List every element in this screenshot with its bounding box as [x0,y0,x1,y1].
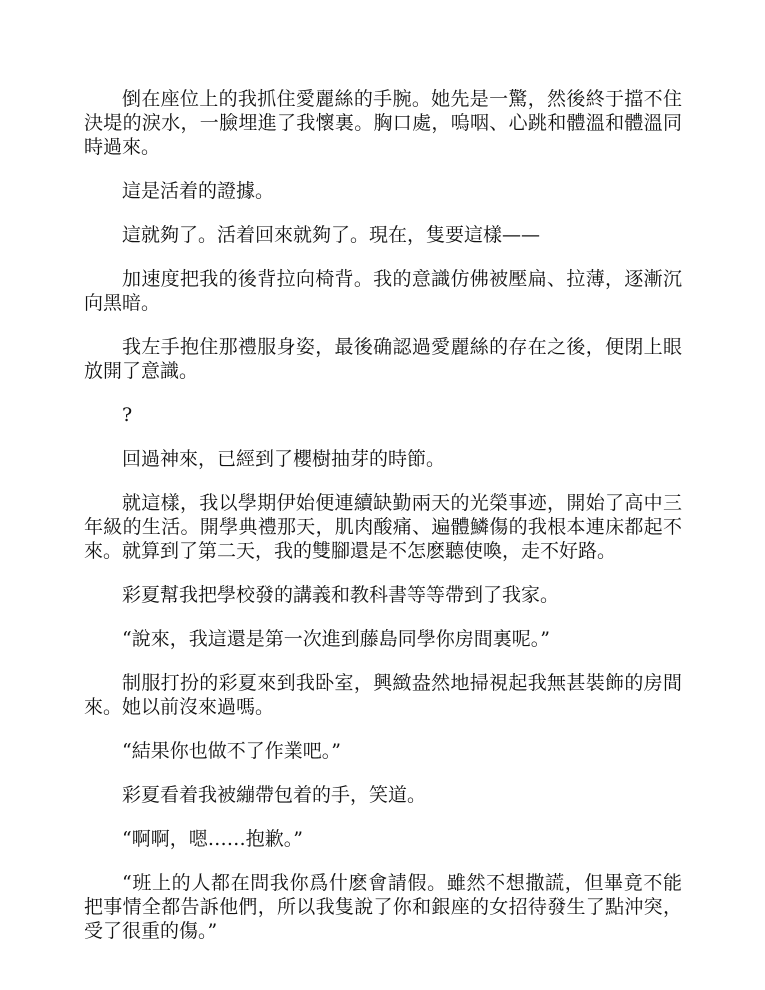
paragraph: 回過神來，已經到了櫻樹抽芽的時節。 [122,448,446,470]
paragraph: 就這樣，我以學期伊始便連續缺勤兩天的光榮事迹，開始了高中三年級的生活。開學典禮那天，肌肉酸痛、遍體鱗傷的我根本連床都起不來。就算到了第二天，我的雙腳還是不怎麽聽使喚，走不好路。 [84,492,682,562]
paragraph: 彩夏看着我被繃帶包着的手，笑道。 [122,784,427,806]
document-page [84,87,682,963]
paragraph: 加速度把我的後背拉向椅背。我的意識仿佛被壓扁、拉薄，逐漸沉向黑暗。 [84,268,682,314]
dialogue-paragraph: “結果你也做不了作業吧。” [122,740,341,762]
paragraph: 倒在座位上的我抓住愛麗絲的手腕。她先是一驚，然後終于擋不住決堤的淚水，一臉埋進了我懷裏。胸口處，嗚咽、心跳和體溫和體溫同時過來。 [84,88,682,158]
paragraph: 彩夏幫我把學校發的講義和教科書等等帶到了我家。 [122,584,560,606]
paragraph: 這就夠了。活着回來就夠了。現在，隻要這樣—— [122,224,541,246]
dialogue-paragraph: “啊啊，嗯……抱歉。” [122,828,303,850]
paragraph: 制服打扮的彩夏來到我卧室，興緻盎然地掃視起我無甚裝飾的房間來。她以前沒來過嗎。 [84,672,682,718]
dialogue-paragraph: “說來，我這還是第一次進到藤島同學你房間裏呢。” [122,628,550,650]
section-break: ? [122,404,133,426]
dialogue-paragraph: “班上的人都在問我你爲什麽會請假。雖然不想撒謊，但畢竟不能把事情全都告訴他們，所以我隻說了你和銀座的女招待發生了點沖突，受了很重的傷。” [84,872,682,942]
paragraph: 我左手抱住那禮服身姿，最後确認過愛麗絲的存在之後，便閉上眼放開了意識。 [84,336,682,382]
paragraph: 這是活着的證據。 [122,180,275,202]
